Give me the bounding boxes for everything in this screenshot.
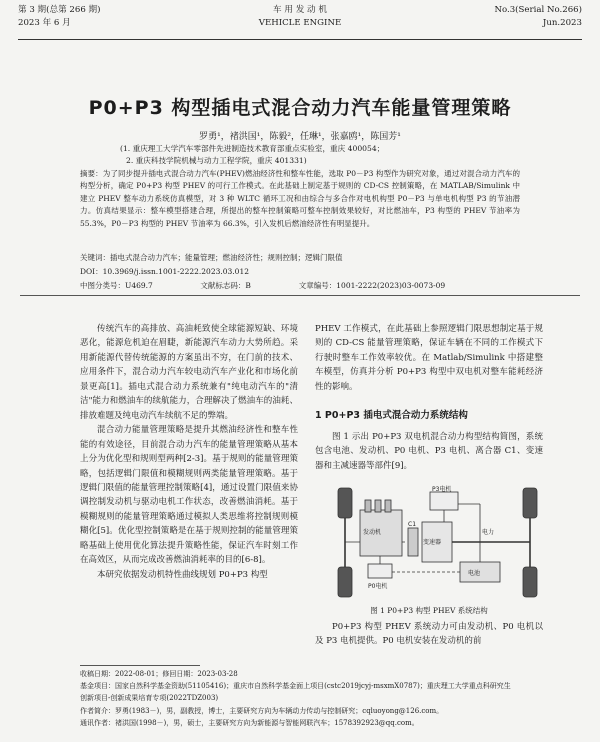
body-right-bottom [315, 620, 543, 649]
inverter-label: 电力 [482, 529, 495, 536]
date-en: Jun.2023 [542, 18, 582, 28]
p0-label: P0电机 [368, 583, 388, 590]
paragraph: 本研究依据发动机特性曲线规划 P0+P3 构型 [97, 569, 268, 580]
engine-label: 发动机 [363, 529, 382, 536]
issue-cn: 第 3 期(总第 266 期) [18, 5, 101, 15]
journal-en: VEHICLE ENGINE [258, 18, 342, 28]
body-right-mid [315, 430, 543, 473]
footnotes [80, 668, 560, 729]
article-number: 文章编号：1001-2222(2023)03-0073-09 [298, 281, 446, 290]
figure-caption: 图 1 P0+P3 构型 PHEV 系统结构 [370, 606, 488, 615]
affiliations [120, 143, 520, 167]
wheel-icon [338, 567, 352, 597]
footnote-author: 作者简介：罗勇(1983－)，男，副教授，博士，主要研究方向为车辆动力传动与控制研究；cqluoyong@126.com。 [80, 706, 444, 715]
abstract: 摘要：为了同步提升插电式混合动力汽车(PHEV)燃油经济性和整车性能，选取 P0－P3 构型作为研究对象，通过对混合动力汽车的构型分析，确定 P0+P3 构型 PHEV 的可行工作模式。在此基础上制定基于规则的 CD-CS 控制策略，在 MATLAB/Simulink 中建立 PHEV 整车动力系统仿真模型，对 3 种 WLTC 循环工况和由综合与多合作对电机构型 P0－P3 与单电机构型 P3 的节油潜力。仿真结果显示：整车模型搭建合理，所提出的整车控制策略可整车控制效果较好，对比燃油车，P3 构型的 PHEV 节油率为 55.3%，P0－P3 构型的 PHEV 节油率为 66.3%，引入发机后燃油经济性有明显提升。 [80, 169, 520, 228]
p3-motor [430, 492, 458, 510]
keywords: 关键词：插电式混合动力汽车；能量管理；燃油经济性；规则控制；逻辑门限值 [80, 253, 343, 262]
article-title: P0+P3 构型插电式混合动力汽车能量管理策略 [88, 97, 512, 119]
section-heading: 1 P0+P3 插电式混合动力系统结构 [315, 410, 468, 421]
wheel-icon [338, 488, 352, 518]
paragraph: 传统汽车的高排放、高油耗致使全球能源短缺、环境恶化，能源危机迫在眉睫，新能源汽车动力大势所趋。采用新能源代替传统能源的方案虽出不穷，在门前的技术、应用条件下，混合动力汽车较电动汽车产业化和市场化前景更高[1]。插电式混合动力系统兼有"纯电动汽车的"清洁"能力和燃油车的续航能力，合理解决了燃油车的油耗、排放难题及纯电动汽车续航不足的弊端。 [80, 324, 298, 421]
body-right-top [315, 322, 543, 394]
footnote-funding: 基金项目：国家自然科学基金资助(51105416)；重庆市自然科学基金面上项目(cstc2019jcyj-msxmX0787)；重庆理工大学重点科研究生 [80, 682, 511, 691]
battery-label: 电池 [468, 570, 481, 577]
date-cn: 2023 年 6 月 [18, 18, 71, 28]
issue-en: No.3(Serial No.266) [494, 5, 582, 15]
doc-code: 文献标志码：B [200, 281, 251, 290]
footnote-received: 收稿日期：2022-08-01；修回日期：2023-03-28 [80, 670, 238, 678]
paragraph: P0+P3 构型 PHEV 系统动力可由发动机、P0 电机以及 P3 电机提供。P0 电机安装在发动机的前 [315, 622, 543, 647]
paragraph: PHEV 工作模式，在此基础上参照逻辑门限思想制定基于规则的 CD-CS 能量管理策略，保证车辆在不同的工作模式下行驶时整车工作效率较优。在 Matlab/Simulink 中搭建整车模型，仿真并分析 P0+P3 构型中双电机对整车能耗经济性的影响。 [315, 324, 543, 392]
journal-cn: 车 用 发 动 机 [273, 5, 327, 15]
header-right [494, 4, 582, 30]
wheel-icon [523, 567, 537, 597]
cls-number: 中图分类号：U469.7 [80, 281, 153, 290]
section-divider [20, 295, 580, 296]
affiliation-1: (1. 重庆理工大学汽车零部件先进制造技术教育部重点实验室，重庆 400054； [120, 144, 385, 153]
powertrain-figure [330, 484, 545, 601]
doi: DOI：10.3969/j.issn.1001-2222.2023.03.012 [80, 267, 249, 276]
p0-motor [368, 564, 392, 578]
running-header [18, 4, 582, 40]
clutch-label: C1 [408, 521, 417, 528]
affiliation-2: 2. 重庆科技学院机械与动力工程学院，重庆 401331) [126, 156, 307, 165]
footnote-corresponding: 通讯作者：褚洪国(1998－)，男，硕士，主要研究方向为新能源与智能网联汽车；1578392923@qq.com。 [80, 718, 419, 727]
classification-line [80, 280, 520, 291]
author-list: 罗勇¹，褚洪国¹，陈毅²，任琳¹，张嘉鸥¹，陈国芳¹ [199, 132, 401, 142]
body-left-column [80, 322, 298, 582]
wheel-icon [523, 488, 537, 518]
footnote-rule [80, 665, 200, 666]
paragraph: 混合动力能量管理策略是提升其燃油经济性和整车性能的有效途径，目前混合动力汽车的能量管理策略从基本上分为优化型和规则型两种[2-3]。基于规则的能量管理策略，包括逻辑门限值和模糊规则两类能量管理策略。基于逻辑门限值的能量管理控制策略[4]，通过设置门限值来协调控制发动机与驱动电机工作状态，改善燃油消耗。基于模糊规则的能量管理策略通过模拟人类思维将控制规则模糊化[5]。优化型控制策略是在基于规则控制的能量管理策略基础上使用优化算法提升策略性能，保证汽车时刻工作在高效区，从而完成改善燃油消耗率的目的[6-8]。 [80, 425, 298, 566]
clutch [408, 528, 418, 556]
p3-label: P3电机 [432, 486, 452, 493]
gearbox-label: 变速器 [423, 539, 442, 546]
footnote-funding-cont: 创新项目-创新成果培育专项(2022TDZ003) [80, 694, 219, 703]
paragraph: 图 1 示出 P0+P3 双电机混合动力构型结构简图，系统包含电池、发动机、P0 电机、P3 电机、离合器 C1、变速器和主减速器等部件[9]。 [315, 432, 543, 471]
header-rule [18, 39, 582, 40]
